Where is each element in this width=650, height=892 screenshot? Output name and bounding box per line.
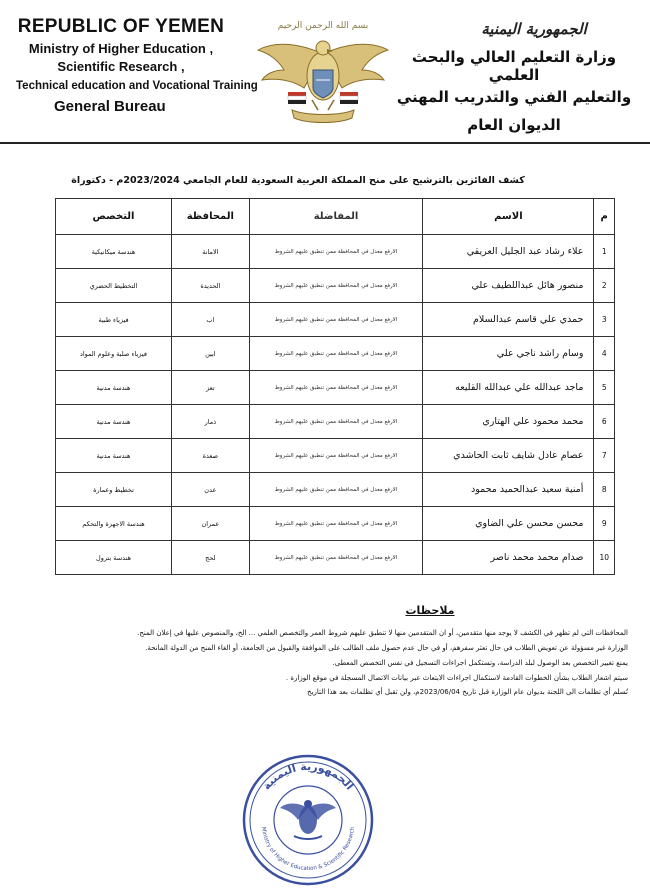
- list-title: كشف الفائزين بالترشيح على منح المملكة العربية السعودية للعام الجامعي 2023/2024م - دكتوراة: [71, 175, 525, 186]
- table-row: [56, 337, 615, 371]
- official-stamp-icon: [240, 752, 376, 888]
- table-row: [56, 507, 615, 541]
- table-row: [56, 269, 615, 303]
- cell-specialization: هندسة ميكانيكية: [56, 235, 172, 269]
- cell-specialization: فيزياء صلبة وعلوم المواد: [56, 337, 172, 371]
- ministry-line2-ar: والتعليم الفني والتدريب المهني: [396, 88, 632, 106]
- bureau-en: General Bureau: [54, 98, 166, 115]
- cell-specialization: هندسة مدنية: [56, 371, 172, 405]
- cell-number: 2: [594, 269, 615, 303]
- ministry-line-en: Ministry of Higher Education ,: [28, 41, 214, 56]
- cell-governorate: الامانة: [171, 235, 249, 269]
- cell-basis: الارفع معدل في المحافظة ممن تنطبق عليهم الشروط: [249, 371, 423, 405]
- cell-specialization: التخطيط الحضري: [56, 269, 172, 303]
- cell-basis: الارفع معدل في المحافظة ممن تنطبق عليهم الشروط: [249, 507, 423, 541]
- cell-name: أمنية سعيد عبدالحميد محمود: [423, 473, 594, 507]
- note-item: الوزارة غير مسؤولة عن تعويض الطلاب في حال تعثر سفرهم، أو في حال عدم حصول ملف الطالب على الموافقة والقبول من الجامعة، أو الغاء المنح من الدولة المانحة.: [145, 643, 628, 652]
- cell-specialization: تخطيط وعمارة: [56, 473, 172, 507]
- cell-name: منصور هائل عبداللطيف علي: [423, 269, 594, 303]
- table-row: [56, 303, 615, 337]
- cell-basis: الارفع معدل في المحافظة ممن تنطبق عليهم الشروط: [249, 303, 423, 337]
- notes-section: [28, 628, 628, 702]
- col-header-governorate: المحافظة: [171, 199, 249, 235]
- cell-specialization: فيزياء طبية: [56, 303, 172, 337]
- cell-basis: الارفع معدل في المحافظة ممن تنطبق عليهم الشروط: [249, 269, 423, 303]
- country-name-en: REPUBLIC OF YEMEN: [17, 16, 225, 37]
- cell-specialization: هندسة بترول: [56, 541, 172, 575]
- cell-number: 9: [594, 507, 615, 541]
- bureau-ar: الديوان العام: [467, 116, 561, 134]
- cell-basis: الارفع معدل في المحافظة ممن تنطبق عليهم الشروط: [249, 541, 423, 575]
- yemen-eagle-emblem-icon: [252, 14, 394, 132]
- cell-number: 4: [594, 337, 615, 371]
- cell-name: علاء رشاد عبد الجليل العريقي: [423, 235, 594, 269]
- col-header-number: م: [594, 199, 615, 235]
- col-header-basis: المفاضلة: [249, 199, 423, 235]
- table-header-row: [56, 199, 615, 235]
- note-item: المحافظات التي لم تظهر في الكشف لا يوجد منها متقدمين، أو ان المتقدمين منها لا تنطبق عليهم شروط العمر والتخصص العلمي ... الخ، والمنصوص عليها في إعلان المنح.: [137, 629, 628, 637]
- basmala-text: بسم الله الرحمن الرحيم: [277, 21, 369, 31]
- cell-governorate: صعدة: [171, 439, 249, 473]
- country-name-ar: الجمهورية اليمنية: [481, 20, 587, 38]
- ministry-line3-en: Technical education and Vocational Training: [16, 80, 258, 92]
- cell-name: وسام راشد ناجي علي: [423, 337, 594, 371]
- note-item: سيتم اشعار الطلاب بشأن الخطوات القادمة لاستكمال اجراءات الابتعاث عبر بيانات الاتصال المسجلة في موقع الوزارة .: [285, 673, 628, 682]
- table-row: [56, 405, 615, 439]
- cell-governorate: الحديدة: [171, 269, 249, 303]
- table-row: [56, 371, 615, 405]
- cell-number: 8: [594, 473, 615, 507]
- col-header-name: الاسم: [423, 199, 594, 235]
- cell-number: 1: [594, 235, 615, 269]
- cell-specialization: هندسة مدنية: [56, 405, 172, 439]
- notes-title: ملاحظات: [405, 604, 455, 617]
- winners-table: [55, 198, 615, 575]
- cell-number: 6: [594, 405, 615, 439]
- table-row: [56, 541, 615, 575]
- table-row: [56, 235, 615, 269]
- cell-governorate: لحج: [171, 541, 249, 575]
- cell-name: حمدي علي قاسم عبدالسلام: [423, 303, 594, 337]
- cell-governorate: عدن: [171, 473, 249, 507]
- cell-governorate: ذمار: [171, 405, 249, 439]
- cell-number: 3: [594, 303, 615, 337]
- note-item: يمنع تغيير التخصص بعد الوصول لبلد الدراسة، وتستكمل اجراءات التسجيل في نفس التخصص المعطى.: [332, 658, 628, 667]
- cell-basis: الارفع معدل في المحافظة ممن تنطبق عليهم الشروط: [249, 337, 423, 371]
- cell-name: عصام عادل شايف ثابت الحاشدي: [423, 439, 594, 473]
- header-arabic: [394, 20, 634, 134]
- cell-basis: الارفع معدل في المحافظة ممن تنطبق عليهم الشروط: [249, 473, 423, 507]
- stamp-text-en: Ministry of Higher Education & Scientific Research: [260, 826, 356, 873]
- header-divider: [0, 142, 650, 144]
- cell-name: محمد محمود علي الهتاري: [423, 405, 594, 439]
- cell-governorate: ابين: [171, 337, 249, 371]
- ministry-line2-en: Scientific Research ,: [57, 59, 185, 74]
- col-header-specialization: التخصص: [56, 199, 172, 235]
- cell-name: صدام محمد محمد ناصر: [423, 541, 594, 575]
- cell-number: 5: [594, 371, 615, 405]
- cell-number: 10: [594, 541, 615, 575]
- table-row: [56, 439, 615, 473]
- cell-governorate: عمران: [171, 507, 249, 541]
- cell-name: ماجد عبدالله علي عبدالله القليعه: [423, 371, 594, 405]
- stamp-text-ar: الجمهورية اليمنية: [259, 759, 357, 793]
- cell-basis: الارفع معدل في المحافظة ممن تنطبق عليهم الشروط: [249, 405, 423, 439]
- cell-specialization: هندسة الاجهزة والتحكم: [56, 507, 172, 541]
- cell-specialization: هندسة مدنية: [56, 439, 172, 473]
- note-item: تُسلم أي تظلمات الى اللجنة بديوان عام الوزارة قبل تاريخ 2023/06/04م، ولن تقبل أي تظلمات بعد هذا التاريخ: [307, 688, 628, 697]
- cell-name: محسن محسن علي الضاوي: [423, 507, 594, 541]
- cell-number: 7: [594, 439, 615, 473]
- header-english: [10, 16, 258, 115]
- ministry-line-ar: وزارة التعليم العالي والبحث العلمي: [411, 48, 617, 84]
- cell-basis: الارفع معدل في المحافظة ممن تنطبق عليهم الشروط: [249, 235, 423, 269]
- cell-governorate: اب: [171, 303, 249, 337]
- cell-basis: الارفع معدل في المحافظة ممن تنطبق عليهم الشروط: [249, 439, 423, 473]
- table-row: [56, 473, 615, 507]
- cell-governorate: تعز: [171, 371, 249, 405]
